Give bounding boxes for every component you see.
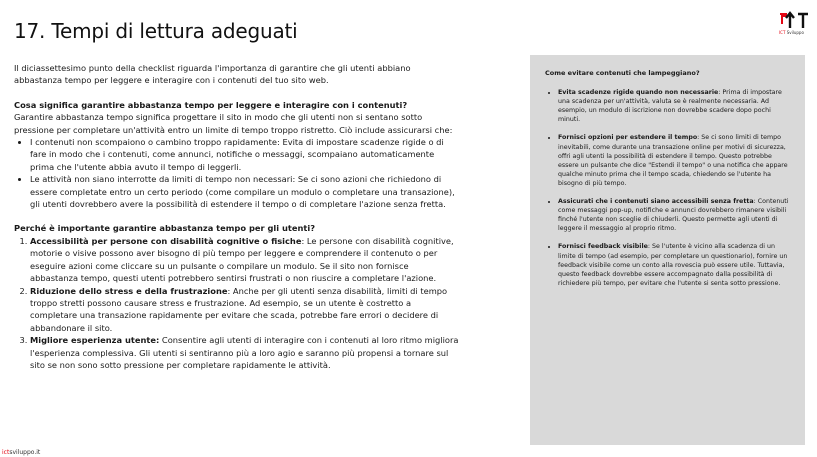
section-heading-importance: Perché è importante garantire abbastanza tempo per gli utenti? — [14, 223, 316, 234]
page-title: 17. Tempi di lettura adeguati — [14, 19, 298, 43]
list-item: 3. Migliore esperienza utente: Consentire agli utenti di interagire con i contenuti al loro ritmo migliora l'esperienza complessiva. Gli utenti si sentiranno più a loro agio e saranno più propensi a tornare sul sito se non sono sotto pressione per completare rapidamente le attività. — [30, 334, 459, 371]
sidebar-tips-list — [545, 88, 793, 288]
list-item: • Evita scadenze rigide quando non necessarie: Prima di impostare una scadenza per un'attività, valuta se è realmente necessaria. Ad esempio, un modulo di iscrizione non dovrebbe scadere dopo pochi minuti. — [558, 88, 793, 124]
list-item: 1. Accessibilità per persone con disabilità cognitive o fisiche: Le persone con disabilità cognitive, motorie o visive possono aver bisogno di più tempo per leggere e comprendere il contenuto o per eseguire azioni come cliccare su un pulsante o compilare un modulo. Se il sito non fornisce abbastanza tempo, questi utenti potrebbero sentirsi frustrati o non riuscire a completare l'azione. — [30, 235, 459, 285]
importance-numbered-list — [14, 235, 459, 371]
section-meaning-text: Garantire abbastanza tempo significa progettare il sito in modo che gli utenti non si sentano sotto pressione per completare un'attività entro un limite di tempo troppo ristretto. Ciò include assicurarsi che: — [14, 112, 453, 135]
list-item: • Fornisci feedback visibile: Se l'utente è vicino alla scadenza di un limite di tempo (ad esempio, per completare un questionario), fornire un feedback visibile come un conto alla rovescia può essere utile. Tuttavia, questo feedback dovrebbe essere accompagnato dalla possibilità di richiedere più tempo, per evitare che l'utente si senta sotto pressione. — [558, 242, 793, 287]
logo-wordmark: ICT Sviluppo — [779, 30, 804, 35]
list-item: • I contenuti non scompaiono o cambino troppo rapidamente: Evita di impostare scadenze rigide o di fare in modo che i contenuti, come annunci, notifiche o messaggi, scompaiano automaticamente prima che l'utente abbia avuto il tempo di leggerli. — [30, 136, 459, 173]
main-content — [14, 62, 459, 371]
list-item: 2. Riduzione dello stress e della frustrazione: Anche per gli utenti senza disabilità, limiti di tempo troppo stretti possono causare stress e frustrazione. Ad esempio, se un utente è costretto a completare una transazione rapidamente per evitare che scada, potrebbe fare errori o decidere di abbandonare il sito. — [30, 285, 459, 335]
sidebar-heading: Come evitare contenuti che lampeggiano? — [545, 69, 700, 77]
list-item: • Fornisci opzioni per estendere il tempo: Se ci sono limiti di tempo inevitabili, come durante una transazione online per motivi di sicurezza, offri agli utenti la possibilità di estendere il tempo. Questo potrebbe essere un pulsante che dice "Estendi il tempo" o una notifica che appare qualche minuto prima che il tempo scada, chiedendo se l'utente ha bisogno di più tempo. — [558, 133, 793, 188]
meaning-bullet-list — [14, 136, 459, 210]
section-heading-meaning: Cosa significa garantire abbastanza tempo per leggere e interagire con i contenuti? — [14, 99, 408, 110]
tips-sidebar — [530, 55, 805, 445]
list-item: • Assicurati che i contenuti siano accessibili senza fretta: Contenuti come messaggi pop-up, notifiche e annunci dovrebbero rimanere visibili finché l'utente non sceglie di chiuderli. Questo permette agli utenti di leggere il messaggio al proprio ritmo. — [558, 197, 793, 233]
footer-website-link[interactable]: ictsviluppo.it — [2, 449, 41, 456]
list-item: • Le attività non siano interrotte da limiti di tempo non necessari: Se ci sono azioni che richiedono di essere completate entro un certo periodo (come compilare un modulo o completare una transazione), gli utenti dovrebbero avere la possibilità di estendere il tempo o di completare l'azione senza fretta. — [30, 173, 459, 210]
intro-paragraph: Il diciassettesimo punto della checklist riguarda l'importanza di garantire che gli utenti abbiano abbastanza tempo per leggere e interagire con i contenuti del tuo sito web. — [14, 63, 411, 86]
